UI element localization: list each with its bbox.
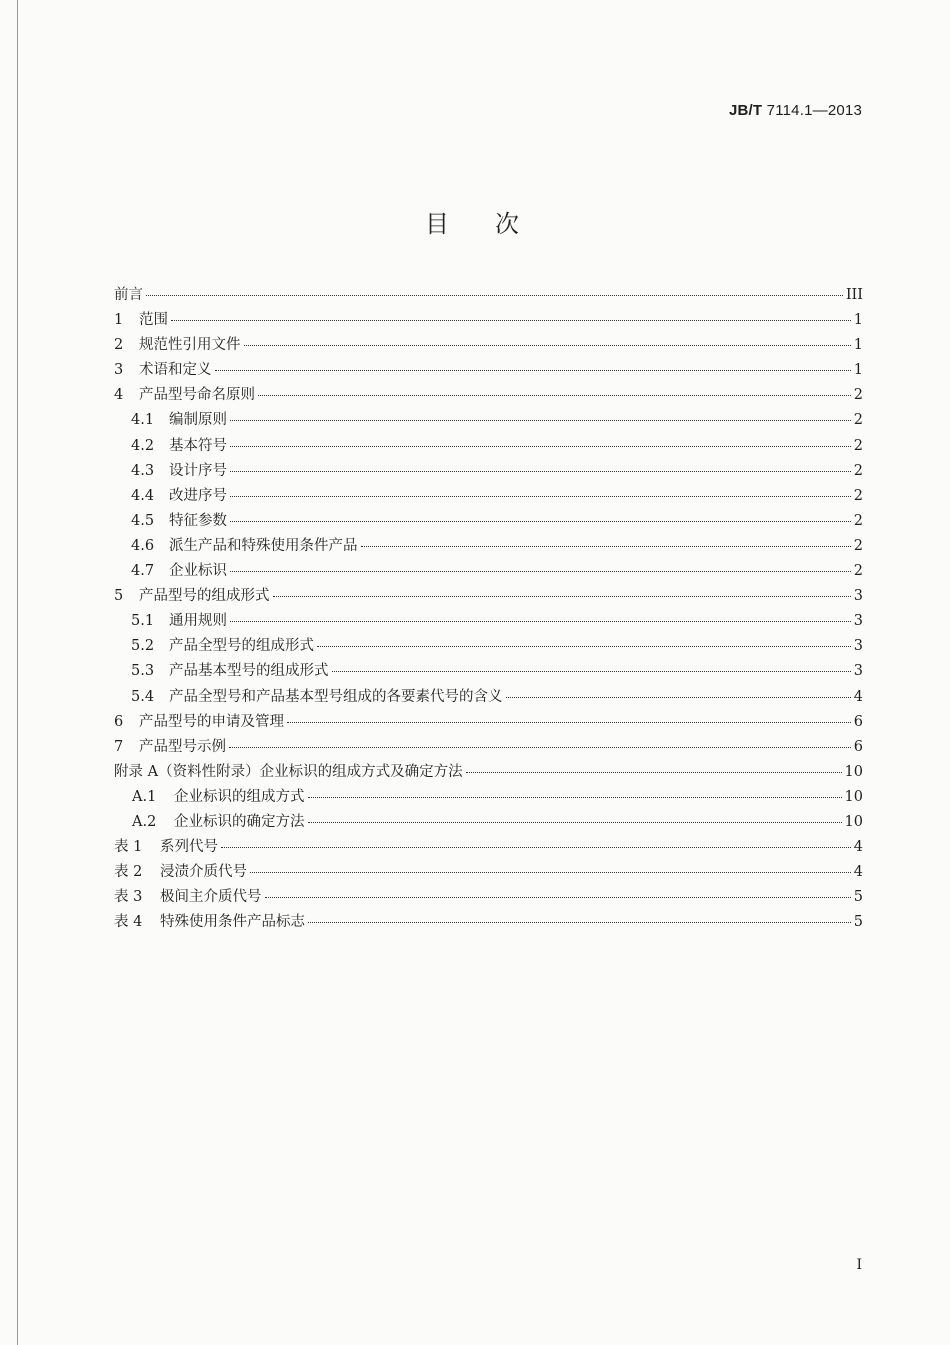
toc-leader-dots [171, 320, 851, 321]
toc-entry-number: A.1 [132, 788, 157, 805]
toc-entry-label: 4.2 基本符号 [131, 437, 227, 454]
toc-entry-label: 4.7 企业标识 [131, 563, 227, 580]
toc-entry-page: 1 [853, 337, 863, 354]
table-of-contents [114, 283, 863, 935]
toc-entry-foreword[interactable] [114, 283, 863, 308]
toc-leader-dots [308, 822, 842, 823]
toc-leader-dots [230, 446, 851, 447]
toc-leader-dots [332, 671, 851, 672]
standard-prefix: JB/T [728, 102, 763, 119]
toc-entry-4[interactable] [114, 383, 863, 408]
toc-entry-number: 表 3 [114, 889, 143, 906]
toc-entry-page: 10 [844, 788, 863, 805]
toc-entry-label: 6 产品型号的申请及管理 [114, 713, 284, 730]
standard-code [729, 102, 862, 119]
toc-entry-label: 3 术语和定义 [114, 362, 212, 379]
toc-entry-label: 表 2 浸渍介质代号 [114, 860, 247, 881]
toc-entry-page: 3 [853, 638, 863, 655]
toc-leader-dots [273, 596, 851, 597]
toc-entry-table-4[interactable] [114, 910, 863, 935]
toc-leader-dots [146, 295, 843, 296]
toc-entry-page: 2 [853, 563, 863, 580]
toc-entry-label: 4.3 设计序号 [131, 462, 227, 479]
toc-leader-dots [287, 722, 851, 723]
toc-entry-page: 3 [853, 588, 863, 605]
toc-entry-label: 表 1 系列代号 [114, 835, 218, 856]
page-number: I [856, 1257, 862, 1273]
toc-entry-number: A.2 [132, 813, 157, 830]
toc-entry-a-2[interactable] [114, 810, 863, 835]
toc-entry-number: 5 [114, 588, 124, 605]
toc-entry-7[interactable] [114, 735, 863, 760]
toc-entry-number: 5.1 [131, 613, 155, 630]
toc-leader-dots [230, 571, 851, 572]
toc-entry-page: 4 [853, 688, 863, 705]
toc-entry-table-1[interactable] [114, 835, 863, 860]
toc-entry-number: 5.3 [131, 663, 155, 680]
toc-entry-5-2[interactable] [114, 634, 863, 659]
toc-entry-3[interactable] [114, 358, 863, 383]
toc-entry-label: 5.2 产品全型号的组成形式 [131, 638, 314, 655]
toc-entry-label: 5.3 产品基本型号的组成形式 [131, 663, 329, 680]
toc-leader-dots [265, 897, 851, 898]
toc-entry-1[interactable] [114, 308, 863, 333]
toc-leader-dots [215, 370, 851, 371]
toc-entry-label: 表 3 极间主介质代号 [114, 885, 262, 906]
toc-entry-table-3[interactable] [114, 885, 863, 910]
toc-leader-dots [230, 496, 851, 497]
toc-entry-number: 5.2 [131, 638, 155, 655]
toc-entry-page: 6 [853, 713, 863, 730]
toc-entry-label: 5.4 产品全型号和产品基本型号组成的各要素代号的含义 [131, 688, 503, 705]
toc-leader-dots [308, 922, 851, 923]
toc-entry-4-6[interactable] [114, 534, 863, 559]
toc-entry-page: 6 [853, 738, 863, 755]
toc-entry-label: 5.1 通用规则 [131, 613, 227, 630]
toc-entry-2[interactable] [114, 333, 863, 358]
toc-entry-number: 2 [114, 337, 124, 354]
toc-entry-annex-a[interactable] [114, 760, 863, 785]
toc-entry-page: 5 [853, 889, 863, 906]
toc-entry-number: 4.4 [131, 487, 155, 504]
toc-entry-page: 4 [853, 864, 863, 881]
toc-entry-label: 4.4 改进序号 [131, 487, 227, 504]
toc-entry-page: 2 [853, 462, 863, 479]
toc-entry-a-1[interactable] [114, 785, 863, 810]
toc-entry-label: 4.1 编制原则 [131, 412, 227, 429]
toc-leader-dots [308, 797, 842, 798]
toc-entry-label: 表 4 特殊使用条件产品标志 [114, 910, 305, 931]
toc-entry-number: 6 [114, 713, 124, 730]
toc-entry-page: 2 [853, 412, 863, 429]
page-title: 目次 [425, 210, 565, 238]
toc-entry-label: A.1 企业标识的组成方式 [132, 788, 305, 805]
toc-entry-5-1[interactable] [114, 609, 863, 634]
toc-entry-label: 附录 A（资料性附录）企业标识的组成方式及确定方法 [114, 763, 463, 780]
toc-entry-page: 2 [853, 537, 863, 554]
toc-entry-number: 4.3 [131, 462, 155, 479]
toc-entry-label: 4.5 特征参数 [131, 512, 227, 529]
toc-entry-number: 表 2 [114, 864, 143, 881]
toc-entry-number: 3 [114, 362, 124, 379]
toc-entry-5[interactable] [114, 584, 863, 609]
toc-entry-page: 1 [853, 312, 863, 329]
toc-leader-dots [230, 471, 851, 472]
toc-entry-label: 7 产品型号示例 [114, 738, 226, 755]
toc-leader-dots [258, 395, 851, 396]
toc-leader-dots [230, 621, 851, 622]
toc-leader-dots [250, 872, 851, 873]
toc-entry-table-2[interactable] [114, 860, 863, 885]
toc-entry-label: 4 产品型号命名原则 [114, 387, 255, 404]
toc-entry-label: 4.6 派生产品和特殊使用条件产品 [131, 537, 358, 554]
toc-entry-label: 5 产品型号的组成形式 [114, 588, 270, 605]
toc-entry-4-3[interactable] [114, 459, 863, 484]
toc-leader-dots [506, 697, 851, 698]
toc-entry-number: 表 4 [114, 914, 143, 931]
toc-entry-4-5[interactable] [114, 509, 863, 534]
toc-entry-number: 表 1 [114, 839, 143, 856]
toc-entry-label: A.2 企业标识的确定方法 [132, 813, 305, 830]
toc-entry-4-1[interactable] [114, 408, 863, 433]
toc-leader-dots [221, 847, 851, 848]
toc-entry-page: 2 [853, 437, 863, 454]
toc-entry-number: 4 [114, 387, 124, 404]
toc-entry-5-4[interactable] [114, 685, 863, 710]
toc-entry-6[interactable] [114, 710, 863, 735]
toc-entry-4-4[interactable] [114, 484, 863, 509]
toc-entry-4-7[interactable] [114, 559, 863, 584]
toc-entry-page: 10 [844, 813, 863, 830]
standard-number: 7114.1—2013 [766, 102, 862, 119]
toc-leader-dots [466, 772, 842, 773]
toc-entry-number: 1 [114, 312, 124, 329]
toc-entry-page: 5 [853, 914, 863, 931]
toc-entry-number: 4.2 [131, 437, 155, 454]
scan-edge-line [17, 0, 18, 1345]
toc-leader-dots [361, 546, 851, 547]
toc-entry-label: 2 规范性引用文件 [114, 337, 241, 354]
toc-entry-number: 5.4 [131, 688, 155, 705]
toc-entry-page: 2 [853, 487, 863, 504]
toc-entry-page: 10 [844, 763, 863, 780]
toc-entry-page: 2 [853, 512, 863, 529]
toc-entry-label: 前言 [114, 287, 143, 303]
toc-entry-number: 4.7 [131, 563, 155, 580]
toc-entry-page: 3 [853, 613, 863, 630]
toc-entry-page: 1 [853, 362, 863, 379]
toc-leader-dots [244, 345, 851, 346]
toc-leader-dots [230, 420, 851, 421]
toc-entry-label: 1 范围 [114, 312, 168, 329]
toc-entry-4-2[interactable] [114, 434, 863, 459]
toc-leader-dots [230, 521, 851, 522]
toc-entry-number: 4.5 [131, 512, 155, 529]
toc-entry-number: 4.1 [131, 412, 155, 429]
toc-entry-5-3[interactable] [114, 659, 863, 684]
toc-leader-dots [229, 747, 851, 748]
toc-entry-page: III [845, 287, 863, 303]
toc-entry-page: 3 [853, 663, 863, 680]
toc-entry-page: 2 [853, 387, 863, 404]
toc-leader-dots [317, 646, 851, 647]
toc-entry-number: 4.6 [131, 537, 155, 554]
toc-entry-page: 4 [853, 839, 863, 856]
toc-entry-number: 7 [114, 738, 124, 755]
